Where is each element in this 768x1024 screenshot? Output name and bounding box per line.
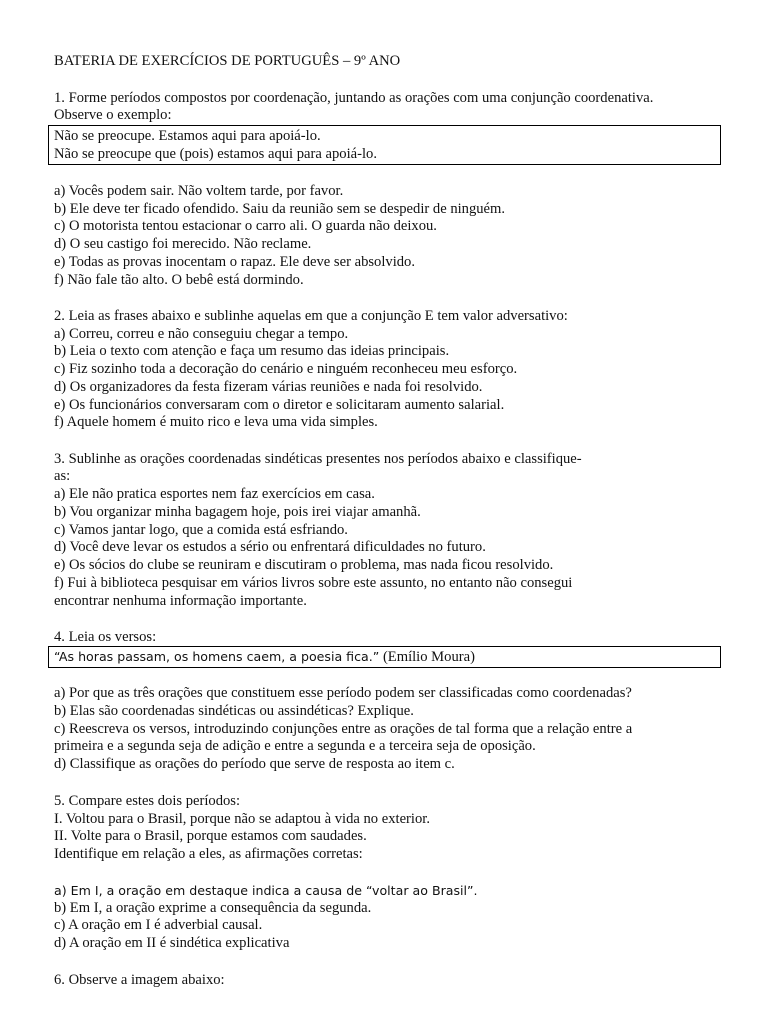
page-title: BATERIA DE EXERCÍCIOS DE PORTUGUÊS – 9º ANO [54, 53, 401, 69]
q3-intro-line-1: 3. Sublinhe as orações coordenadas sindéticas presentes nos períodos abaixo e classifique- [54, 451, 582, 467]
q4-item: a) Por que as três orações que constituem esse período podem ser classificadas como coordenadas? [54, 685, 632, 701]
q1-item: c) O motorista tentou estacionar o carro ali. O guarda não deixou. [54, 218, 437, 234]
q5-item: b) Em I, a oração exprime a consequência da segunda. [54, 900, 372, 916]
q4-item-continuation: primeira e a segunda seja de adição e entre a segunda e a terceira seja de oposição. [54, 738, 536, 754]
q4-quote-author: (Emílio Moura) [379, 649, 475, 665]
q2-intro: 2. Leia as frases abaixo e sublinhe aquelas em que a conjunção E tem valor adversativo: [54, 308, 568, 324]
q1-item: b) Ele deve ter ficado ofendido. Saiu da reunião sem se despedir de ninguém. [54, 201, 506, 217]
q5-item-a: a) Em I, a oração em destaque indica a causa de “voltar ao Brasil”. [54, 883, 478, 898]
q3-item: a) Ele não pratica esportes nem faz exercícios em casa. [54, 486, 375, 502]
q4-quote: “As horas passam, os homens caem, a poesia fica.” [54, 649, 380, 664]
q1-item: e) Todas as provas inocentam o rapaz. Ele deve ser absolvido. [54, 254, 415, 270]
q1-item: a) Vocês podem sair. Não voltem tarde, por favor. [54, 183, 344, 199]
q3-item: d) Você deve levar os estudos a sério ou enfrentará dificuldades no futuro. [54, 539, 486, 555]
q4-item: d) Classifique as orações do período que serve de resposta ao item c. [54, 756, 455, 772]
q6-intro: 6. Observe a imagem abaixo: [54, 972, 225, 988]
q4-quote-line [54, 648, 475, 666]
q1-intro-line-1: 1. Forme períodos compostos por coordenação, juntando as orações com uma conjunção coordenativa. [54, 90, 654, 106]
q3-item: c) Vamos jantar logo, que a comida está esfriando. [54, 522, 348, 538]
q2-item: a) Correu, correu e não conseguiu chegar a tempo. [54, 326, 349, 342]
q3-item: f) Fui à biblioteca pesquisar em vários livros sobre este assunto, no entanto não consegui [54, 575, 573, 591]
q2-item: d) Os organizadores da festa fizeram várias reuniões e nada foi resolvido. [54, 379, 483, 395]
q2-item: f) Aquele homem é muito rico e leva uma vida simples. [54, 414, 378, 430]
q5-line: Identifique em relação a eles, as afirmações corretas: [54, 846, 363, 862]
q3-item-continuation: encontrar nenhuma informação importante. [54, 593, 307, 609]
q1-example-line: Não se preocupe que (pois) estamos aqui para apoiá-lo. [54, 146, 377, 162]
q2-item: e) Os funcionários conversaram com o diretor e solicitaram aumento salarial. [54, 397, 505, 413]
q4-intro: 4. Leia os versos: [54, 629, 157, 645]
q1-item: f) Não fale tão alto. O bebê está dormindo. [54, 272, 304, 288]
q2-item: c) Fiz sozinho toda a decoração do cenário e ninguém reconheceu meu esforço. [54, 361, 518, 377]
q1-example-line: Não se preocupe. Estamos aqui para apoiá-lo. [54, 128, 321, 144]
q5-line: II. Volte para o Brasil, porque estamos com saudades. [54, 828, 367, 844]
q5-item: c) A oração em I é adverbial causal. [54, 917, 263, 933]
q4-item: b) Elas são coordenadas sindéticas ou assindéticas? Explique. [54, 703, 414, 719]
q4-item: c) Reescreva os versos, introduzindo conjunções entre as orações de tal forma que a relação entre a [54, 721, 633, 737]
q1-item: d) O seu castigo foi merecido. Não reclame. [54, 236, 312, 252]
q5-line: I. Voltou para o Brasil, porque não se adaptou à vida no exterior. [54, 811, 430, 827]
q1-intro-line-2: Observe o exemplo: [54, 107, 172, 123]
q2-item: b) Leia o texto com atenção e faça um resumo das ideias principais. [54, 343, 450, 359]
q5-item: d) A oração em II é sindética explicativa [54, 935, 290, 951]
q3-intro-line-2: as: [54, 468, 71, 484]
q3-item: b) Vou organizar minha bagagem hoje, pois irei viajar amanhã. [54, 504, 421, 520]
q3-item: e) Os sócios do clube se reuniram e discutiram o problema, mas nada ficou resolvido. [54, 557, 554, 573]
q5-intro: 5. Compare estes dois períodos: [54, 793, 241, 809]
